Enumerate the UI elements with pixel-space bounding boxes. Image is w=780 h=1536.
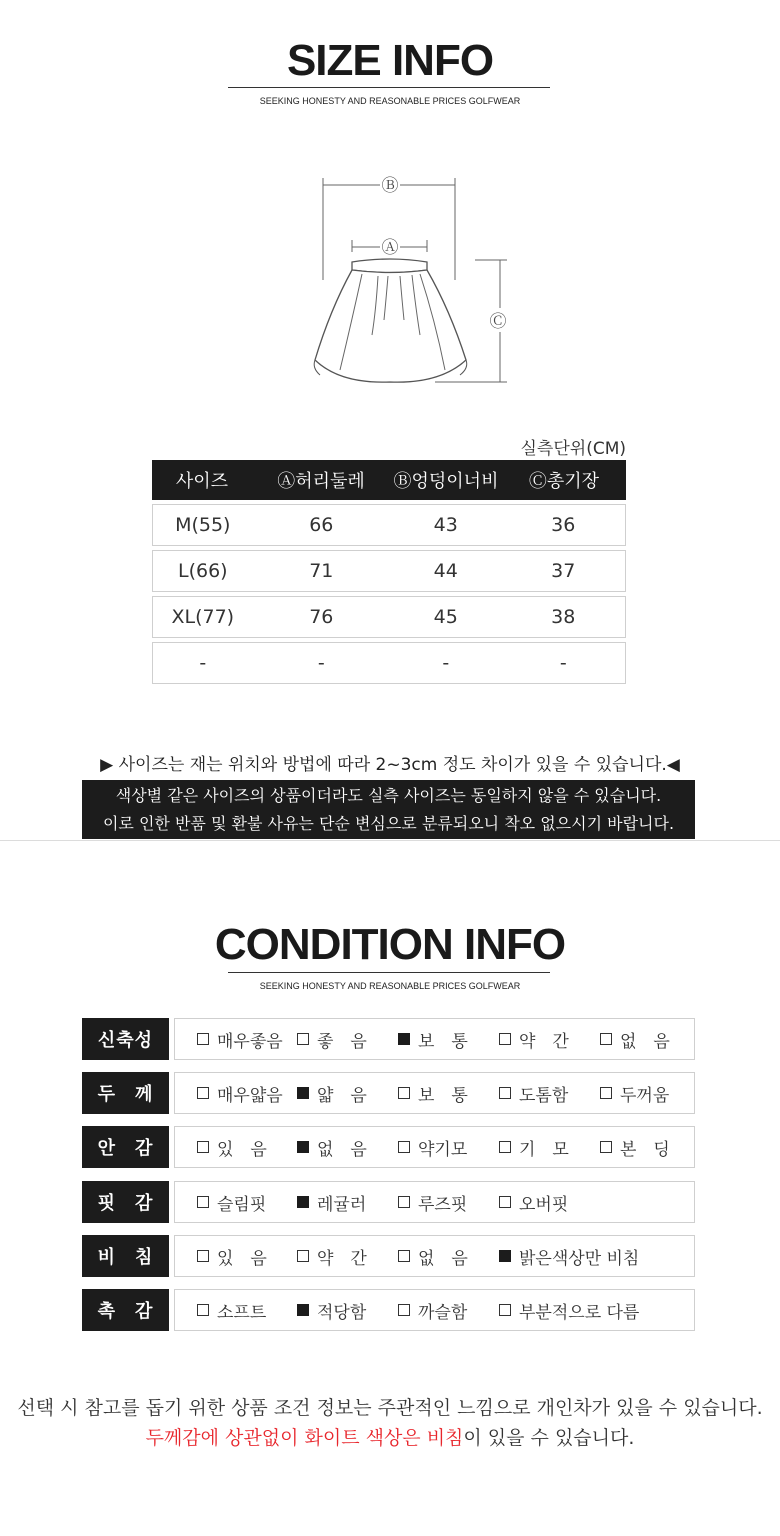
unchecked-box-icon <box>197 1196 209 1208</box>
condition-option-label: 약 간 <box>317 1248 367 1269</box>
cell-waist: 76 <box>309 606 334 628</box>
condition-option <box>600 1073 669 1113</box>
unchecked-box-icon <box>398 1250 410 1262</box>
unchecked-box-icon <box>398 1141 410 1153</box>
condition-options <box>174 1235 695 1277</box>
cell-length: 37 <box>551 560 576 582</box>
size-note: ▶ 사이즈는 재는 위치와 방법에 따라 2~3cm 정도 차이가 있을 수 있습니다.◀ <box>100 755 680 775</box>
condition-option <box>499 1236 639 1276</box>
condition-label: 신축성 <box>82 1018 169 1060</box>
diagram-label-b: Ⓑ <box>381 176 399 196</box>
condition-row <box>82 1289 695 1331</box>
condition-label: 비 침 <box>82 1235 169 1277</box>
unchecked-box-icon <box>499 1196 511 1208</box>
condition-option <box>398 1236 468 1276</box>
size-title-underline <box>228 87 550 88</box>
header-waist: Ⓐ허리둘레 <box>277 471 365 492</box>
unchecked-box-icon <box>600 1033 612 1045</box>
condition-option <box>297 1019 367 1059</box>
checked-box-icon <box>297 1304 309 1316</box>
cell-size: XL(77) <box>171 606 235 628</box>
condition-option <box>499 1182 568 1222</box>
condition-option <box>197 1182 266 1222</box>
checked-box-icon <box>297 1087 309 1099</box>
warning-line-1: 색상별 같은 사이즈의 상품이더라도 실측 사이즈는 동일하지 않을 수 있습니다. <box>115 786 662 805</box>
unchecked-box-icon <box>197 1304 209 1316</box>
cell-size: L(66) <box>177 560 228 582</box>
condition-option-label: 보 통 <box>418 1085 468 1106</box>
condition-option <box>297 1073 367 1113</box>
unit-label: 실측단위(CM) <box>520 439 626 459</box>
condition-option <box>499 1073 568 1113</box>
condition-subtitle: SEEKING HONESTY AND REASONABLE PRICES GOLFWEAR <box>259 981 521 991</box>
diagram-label-c: Ⓒ <box>489 312 507 332</box>
unchecked-box-icon <box>297 1250 309 1262</box>
unchecked-box-icon <box>499 1304 511 1316</box>
cell-waist: - <box>317 652 325 674</box>
skirt-diagram <box>300 170 520 392</box>
header-length: Ⓒ총기장 <box>528 471 600 492</box>
condition-options <box>174 1126 695 1168</box>
condition-label: 촉 감 <box>82 1289 169 1331</box>
cell-size: - <box>199 652 207 674</box>
size-table <box>152 460 626 684</box>
condition-option <box>398 1182 467 1222</box>
condition-options <box>174 1289 695 1331</box>
unchecked-box-icon <box>398 1304 410 1316</box>
condition-row <box>82 1235 695 1277</box>
cell-hip: 43 <box>433 514 458 536</box>
size-table-header <box>152 460 626 500</box>
condition-option-label: 매우얇음 <box>217 1085 283 1106</box>
condition-option <box>600 1127 670 1167</box>
unchecked-box-icon <box>297 1033 309 1045</box>
condition-row <box>82 1126 695 1168</box>
cell-hip: - <box>442 652 450 674</box>
cell-hip: 44 <box>433 560 458 582</box>
unchecked-box-icon <box>197 1250 209 1262</box>
condition-option-label: 본 딩 <box>620 1139 670 1160</box>
warning-line-2: 이로 인한 반품 및 환불 사유는 단순 변심으로 분류되오니 착오 없으시기 바랍니다. <box>102 814 675 833</box>
condition-note-rest: 이 있을 수 있습니다. <box>463 1427 635 1449</box>
cell-length: 36 <box>551 514 576 536</box>
condition-option <box>297 1127 367 1167</box>
condition-option-label: 밝은색상만 비침 <box>519 1248 640 1269</box>
unchecked-box-icon <box>398 1087 410 1099</box>
condition-row <box>82 1072 695 1114</box>
checked-box-icon <box>297 1141 309 1153</box>
condition-option <box>499 1127 569 1167</box>
table-row <box>152 596 626 638</box>
condition-option-label: 약기모 <box>418 1139 468 1160</box>
condition-option-label: 얇 음 <box>317 1085 367 1106</box>
condition-option-label: 소프트 <box>217 1302 267 1323</box>
condition-option <box>499 1019 569 1059</box>
cell-waist: 66 <box>309 514 334 536</box>
condition-option <box>297 1290 366 1330</box>
condition-note-line-1: 선택 시 참고를 돕기 위한 상품 조건 정보는 주관적인 느낌으로 개인차가 있을 수 있습니다. <box>17 1397 763 1419</box>
condition-option <box>197 1236 267 1276</box>
condition-row <box>82 1018 695 1060</box>
condition-option <box>197 1127 267 1167</box>
table-row <box>152 504 626 546</box>
condition-option-label: 있 음 <box>217 1139 267 1160</box>
checked-box-icon <box>499 1250 511 1262</box>
condition-option <box>398 1127 467 1167</box>
unchecked-box-icon <box>197 1087 209 1099</box>
condition-option-label: 레귤러 <box>317 1194 367 1215</box>
unchecked-box-icon <box>197 1141 209 1153</box>
size-info-title: SIZE INFO <box>286 36 494 85</box>
condition-option <box>197 1073 283 1113</box>
unchecked-box-icon <box>499 1141 511 1153</box>
condition-title-underline <box>228 972 550 973</box>
condition-option <box>398 1019 468 1059</box>
unchecked-box-icon <box>499 1087 511 1099</box>
size-warning-box <box>82 780 695 839</box>
condition-label: 안 감 <box>82 1126 169 1168</box>
condition-option-label: 기 모 <box>519 1139 569 1160</box>
condition-option-label: 오버핏 <box>519 1194 569 1215</box>
unchecked-box-icon <box>398 1196 410 1208</box>
condition-option-label: 루즈핏 <box>418 1194 468 1215</box>
checked-box-icon <box>398 1033 410 1045</box>
condition-option-label: 까슬함 <box>418 1302 468 1323</box>
condition-option <box>297 1236 367 1276</box>
unchecked-box-icon <box>499 1033 511 1045</box>
condition-option-label: 있 음 <box>217 1248 267 1269</box>
condition-option <box>197 1019 283 1059</box>
condition-option-label: 보 통 <box>418 1031 468 1052</box>
condition-row <box>82 1181 695 1223</box>
condition-note-highlight: 두께감에 상관없이 화이트 색상은 비침 <box>145 1427 464 1449</box>
condition-option <box>398 1290 467 1330</box>
condition-option-label: 없 음 <box>620 1031 670 1052</box>
condition-option-label: 약 간 <box>519 1031 569 1052</box>
condition-option <box>197 1290 266 1330</box>
condition-options <box>174 1181 695 1223</box>
table-row <box>152 550 626 592</box>
condition-option-label: 부분적으로 다름 <box>519 1302 640 1323</box>
condition-option-label: 없 음 <box>317 1139 367 1160</box>
unchecked-box-icon <box>600 1141 612 1153</box>
condition-option-label: 없 음 <box>418 1248 468 1269</box>
condition-note-line-2 <box>0 1423 780 1450</box>
condition-option <box>297 1182 366 1222</box>
condition-info-title: CONDITION INFO <box>214 920 566 969</box>
condition-option-label: 도톰함 <box>519 1085 569 1106</box>
checked-box-icon <box>297 1196 309 1208</box>
unchecked-box-icon <box>197 1033 209 1045</box>
condition-option-label: 슬림핏 <box>217 1194 267 1215</box>
section-divider <box>0 840 780 841</box>
condition-label: 핏 감 <box>82 1181 169 1223</box>
condition-option <box>499 1290 639 1330</box>
condition-option <box>600 1019 670 1059</box>
cell-length: 38 <box>551 606 576 628</box>
unchecked-box-icon <box>600 1087 612 1099</box>
size-subtitle: SEEKING HONESTY AND REASONABLE PRICES GOLFWEAR <box>259 96 521 106</box>
condition-option <box>398 1073 468 1113</box>
condition-option-label: 좋 음 <box>317 1031 367 1052</box>
header-hip: Ⓑ엉덩이너비 <box>393 471 499 492</box>
condition-option-label: 두꺼움 <box>620 1085 670 1106</box>
diagram-label-a: Ⓐ <box>381 238 399 258</box>
condition-option-label: 매우좋음 <box>217 1031 283 1052</box>
cell-hip: 45 <box>433 606 458 628</box>
cell-size: M(55) <box>175 514 231 536</box>
condition-options <box>174 1072 695 1114</box>
condition-options <box>174 1018 695 1060</box>
condition-label: 두 께 <box>82 1072 169 1114</box>
cell-waist: 71 <box>309 560 334 582</box>
table-row <box>152 642 626 684</box>
cell-length: - <box>559 652 567 674</box>
condition-option-label: 적당함 <box>317 1302 367 1323</box>
header-size: 사이즈 <box>175 471 229 492</box>
